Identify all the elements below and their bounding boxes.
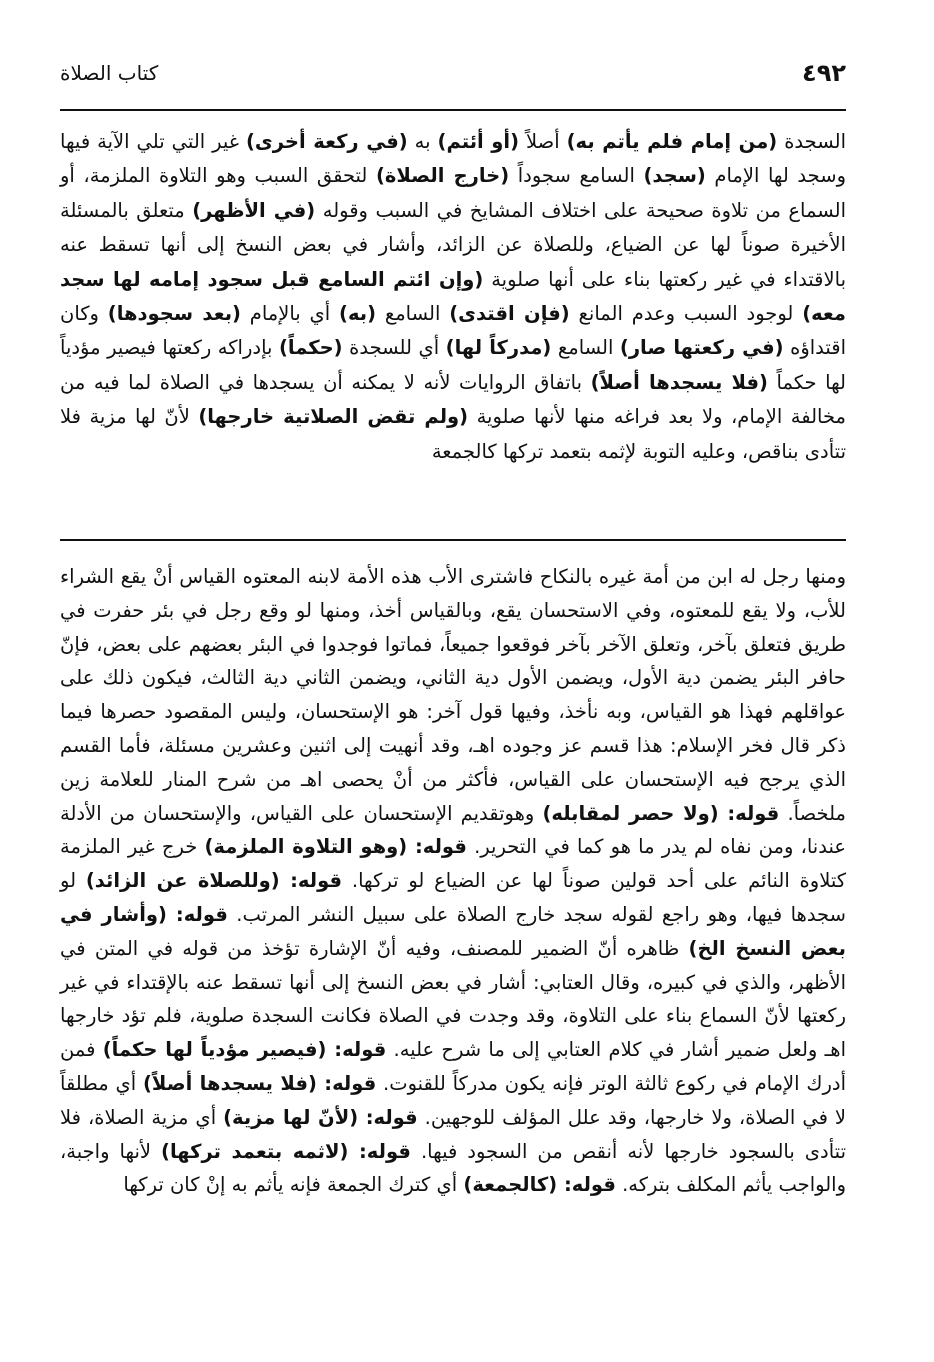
footnote-bold-phrase: قوله: (ولا حصر لمقابله) [542,801,780,825]
main-text-segment: أي بالإمام [240,302,340,326]
main-text-bold-phrase: (به) [339,302,377,326]
main-text-bold-phrase: (مدركاً لها) [445,336,552,360]
footnote-segment: أي مطلقاً لا في الصلاة، ولا خارجها، وقد علل المؤلف للوجهين. [60,1071,847,1129]
running-title: كتاب الصلاة [60,61,159,85]
page-number: ٤٩٢ [802,59,846,87]
footnote-bold-phrase: قوله: (وللصلاة عن الزائد) [85,869,343,893]
main-text-segment: به [407,130,438,153]
footnote-bold-phrase: قوله: (فيصير مؤدياً لها حكماً) [102,1038,387,1062]
footnote-commentary [60,560,846,1202]
footnote-segment: لو سجدها فيها، وهو راجع لقوله سجد خارج الصلاة على سبيل النشر المرتب. [60,869,846,926]
footnote-segment: ومنها رجل له ابن من أمة غيره بالنكاح فاشترى الأب هذه الأمة لابنه المعتوه القياس أنْ يقع الشراء للأب، ولا يقع للمعتوه، وفي الاستحسان يقع، وبالقياس أخذ، ومنها لو وقع رجل في بئر حفرت في طريق فتعلق بآخر، وتعلق الآخر بآخر فوقعوا جميعاً، فماتوا فوجدوا في البئر بعضهم على بعض، فإنّ حافر البئر يضمن دية الأول، ويضمن الأول دية الثاني، ويضمن الثاني دية الثالث، فيكون ذلك على عواقلهم فهذا هو القياس، وبه نأخذ، وفيها قول آخر: هو الإستحسان، وليس المقصود حصرها فيما ذكر قال فخر الإسلام: هذا قسم عز وجوده اهـ، وقد أنهيت إلى اثنين وعشرين مسئلة، فأما القسم الذي يرجح فيه الإستحسان على القياس، فأكثر من أنْ يحصى اهـ من شرح المنار للعلامة زين ملخصاً. [60,565,846,825]
main-text-bold-phrase: (في ركعة أخرى) [246,130,408,153]
page [60,55,846,1345]
main-text-segment: لتحقق السبب وهو التلاوة الملزمة، أو السماع من تلاوة صحيحة على اختلاف المشايخ في السبب وقوله [60,164,847,222]
main-text-bold-phrase: (سجد) [643,164,706,188]
main-text-bold-phrase: (في الأظهر) [192,198,316,222]
footnote-bold-phrase: قوله: (فلا يسجدها أصلاً) [143,1071,377,1095]
main-paragraph [60,125,846,469]
main-text-segment: السامع [376,302,450,326]
main-text-bold-phrase: (من إمام فلم يأتم به) [566,130,778,153]
footnote-divider [60,539,846,541]
footnote-segment: وهوتقديم الإستحسان على القياس، والإستحسان من الأدلة عندنا، ومن نفاه لم يدر ما هو كما في التحرير. [60,801,846,859]
main-text-segment: باتفاق الروايات لأنه لا يمكنه أن يسجدها في الصلاة لما فيه من مخالفة الإمام، ولا بعد فراغه منها لأنها صلوية [60,370,846,429]
footnote-bold-phrase: قوله: (وأشار في بعض النسخ الخ) [60,902,846,960]
main-text-bold-phrase: (وإن ائتم السامع قبل سجود إمامه لها سجد معه) [60,267,847,326]
main-text-segment: أصلاً [519,130,567,153]
footnote-segment: خرج غير الملزمة كتلاوة النائم على أحد قولين صوناً لها عن الضياع لو تركها. [60,835,846,893]
footnote-segment: لأنها واجبة، والواجب يأثم المكلف بتركه. [60,1139,846,1197]
footnote-segment: أي مزية الصلاة، فلا تتأدى بالسجود خارجها لأنه أنقص من السجود فيها. [60,1105,846,1163]
main-text-bold-phrase: (في ركعتها صار) [619,336,784,360]
main-text-bold-phrase: (فلا يسجدها أصلاً) [590,370,768,394]
main-text-segment: السامع سجوداً [509,164,644,188]
main-text-segment: غير التي تلي الآية فيها وسجد لها الإمام [60,130,847,188]
footnote-segment: فمن أدرك الإمام في ركوع ثالثة الوتر فإنه يكون مدركاً للقنوت. [60,1038,846,1095]
main-text-segment: السجدة [777,130,847,153]
main-text-bold-phrase: (بعد سجودها) [107,302,241,326]
main-text-bold-phrase: (خارج الصلاة) [375,164,510,188]
footnote-paragraph [60,560,846,1202]
main-text-segment: لأنّ لها مزية فلا تتأدى بناقص، وعليه التوبة لإثمه بتعمد تركها كالجمعة [60,405,846,463]
main-text-bold-phrase: (حكماً) [278,336,343,360]
main-text-segment: وكان اقتداؤه [60,302,847,360]
main-text-segment: السامع [551,336,620,360]
footnote-bold-phrase: قوله: (لأنّ لها مزية) [223,1105,418,1129]
main-text-segment: أي للسجدة [342,336,446,360]
footnote-segment: أي كترك الجمعة فإنه يأثم به إنْ كان تركها [123,1173,464,1197]
main-text-bold-phrase: (فإن اقتدى) [449,302,570,326]
main-text-bold-phrase: (ولم تقض الصلاتية خارجها) [198,405,469,429]
main-text [60,125,846,469]
footnote-bold-phrase: قوله: (لاثمه بتعمد تركها) [161,1139,411,1163]
main-text-bold-phrase: (أو أئتم) [437,130,520,153]
page-header [60,55,846,101]
footnote-segment: ظاهره أنّ الضمير للمصنف، وفيه أنّ الإشارة تؤخذ من قوله في المتن في الأظهر، والذي في كبيره، وقال العتابي: أشار في بعض النسخ إلى أنها تسقط عنه بالإقتداء في غير ركعتها لأنّ السماع بناء على التلاوة، وقد وجدت في الصلاة فكانت السجدة صلوية، فلم تؤد خارجها اهـ ولعل ضمير أشار في كلام العتابي إلى ما شرح عليه. [60,936,846,1062]
main-text-segment: لوجود السبب وعدم المانع [569,302,803,326]
footnote-bold-phrase: قوله: (كالجمعة) [463,1173,616,1197]
main-text-segment: بإدراكه ركعتها فيصير مؤدياً لها حكماً [60,336,846,394]
main-text-segment: متعلق بالمسئلة الأخيرة صوناً لها عن الضياع، وللصلاة عن الزائد، وأشار في بعض النسخ إلى أنها تسقط عنه بالاقتداء في غير ركعتها بناء على أنها صلوية [60,198,846,291]
footnote-bold-phrase: قوله: (وهو التلاوة الملزمة) [204,835,467,859]
header-divider [60,109,846,111]
